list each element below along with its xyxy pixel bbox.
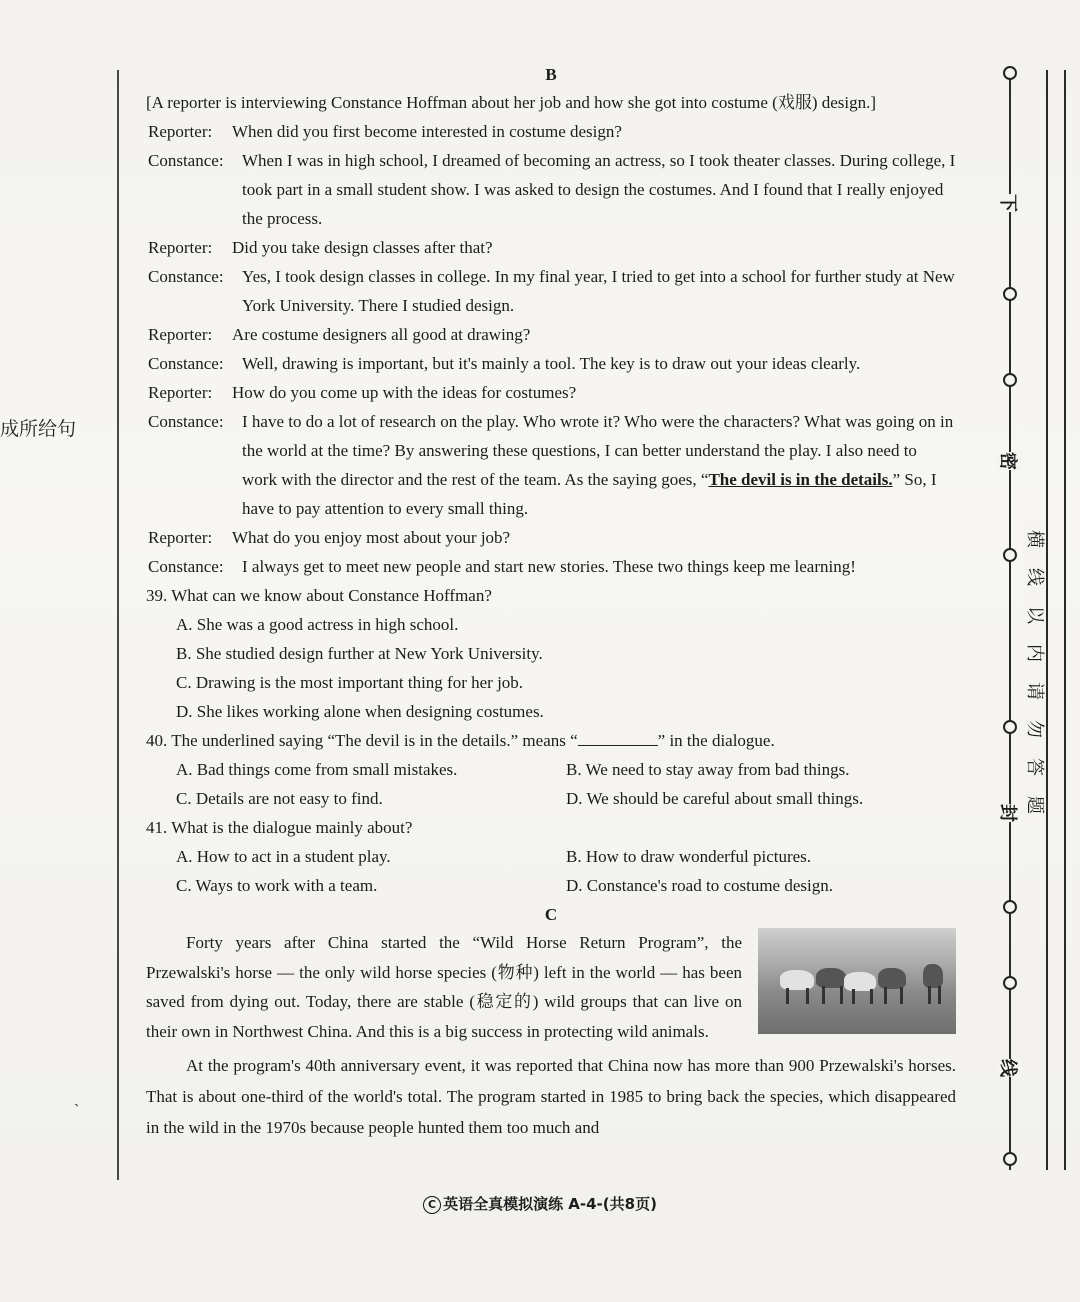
passage-paragraph: Forty years after China started the “Wild Horse Return Program”, the Przewalski's horse — the only wild horse species (物种) left in the world — has been saved from dying out. Today, there are stable (稳定的) wild groups that can live on their own in Northwest China. And this is a big success in protecting wild animals. xyxy=(146,933,742,1041)
dialogue-text: Did you take design classes after that? xyxy=(232,238,493,257)
dialogue-text: What do you enjoy most about your job? xyxy=(232,528,511,547)
option-b: B. How to draw wonderful pictures. xyxy=(566,847,812,866)
horse-figure xyxy=(878,968,906,989)
horse-leg xyxy=(870,989,873,1004)
speaker-label: Reporter: xyxy=(148,122,213,141)
section-c-title: C xyxy=(544,905,558,924)
option-row xyxy=(146,784,956,813)
passage-paragraph: At the program's 40th anniversary event, it was reported that China now has more than 900 Przewalski's horses. That is about one-third of the world's total. The program started in 1985 to bring back the species, which disappeared in the wild in the 1970s because people hunted them too much and xyxy=(146,1056,956,1137)
horse-leg xyxy=(786,988,789,1004)
binding-char: 封 xyxy=(996,804,1022,822)
question-39 xyxy=(146,581,956,726)
speaker-label: Constance: xyxy=(148,354,224,373)
dialogue-text: When I was in high school, I dreamed of becoming an actress, so I took theater classes. During college, I took part in a small student show. I was asked to design the costumes. And I found that I really enjoyed the process. xyxy=(242,151,956,228)
speaker-label: Constance: xyxy=(148,412,224,431)
wild-horses-photo xyxy=(758,928,956,1034)
stray-mark: ` xyxy=(74,1102,80,1119)
notice-char: 题 xyxy=(1024,796,1045,814)
binding-hole xyxy=(1003,1152,1017,1166)
page-footer xyxy=(0,1193,1080,1214)
speaker-label: Reporter: xyxy=(148,238,213,257)
option-row xyxy=(146,842,956,871)
binding-hole xyxy=(1003,900,1017,914)
dialogue-line xyxy=(146,523,956,552)
question-40 xyxy=(146,726,956,813)
option-a: A. How to act in a student play. xyxy=(176,847,391,866)
dialogue-line xyxy=(146,233,956,262)
dialogue-line xyxy=(146,117,956,146)
section-b-title: B xyxy=(545,65,557,84)
answer-blank xyxy=(578,729,658,746)
notice-char: 线 xyxy=(1024,568,1045,586)
notice-char: 横 xyxy=(1024,530,1045,548)
stem-text: 40. The underlined saying “The devil is in the details.” means “ xyxy=(146,731,578,750)
dialogue-line xyxy=(146,552,956,581)
exam-content xyxy=(146,62,956,1143)
option-b: B. She studied design further at New York University. xyxy=(176,644,543,663)
option-a: A. Bad things come from small mistakes. xyxy=(176,760,458,779)
binding-char: 密 xyxy=(996,452,1022,470)
option-d: D. We should be careful about small things. xyxy=(566,789,864,808)
dialogue-text: Well, drawing is important, but it's mainly a tool. The key is to draw out your ideas clearly. xyxy=(242,354,861,373)
speaker-label: Reporter: xyxy=(148,528,213,547)
dialogue-text: I have to do a lot of research on the play. Who wrote it? Who were the characters? What was going on in the world at the time? By answering these questions, I can better understand the play. I also need to work with the director and the rest of the team. As the saying goes, “ xyxy=(242,412,954,489)
dialogue-line xyxy=(146,146,956,233)
binding-hole xyxy=(1003,287,1017,301)
option-row xyxy=(146,871,956,900)
horse-leg xyxy=(900,987,903,1004)
dialogue-line xyxy=(146,407,956,523)
dialogue-intro: [A reporter is interviewing Constance Hoffman about her job and how she got into costume (戏服) design.] xyxy=(146,93,877,112)
speaker-label: Constance: xyxy=(148,267,224,286)
horse-figure xyxy=(780,970,814,990)
option-c: C. Details are not easy to find. xyxy=(176,789,383,808)
dialogue-text: ” So, I have to pay attention to every small thing. xyxy=(242,470,937,518)
dialogue-text: Are costume designers all good at drawing? xyxy=(232,325,531,344)
dialogue-line xyxy=(146,262,956,320)
option-row xyxy=(146,755,956,784)
question-stem xyxy=(146,726,956,755)
speaker-label: Constance: xyxy=(148,557,224,576)
notice-char: 以 xyxy=(1024,606,1045,624)
option-c: C. Drawing is the most important thing for her job. xyxy=(176,673,524,692)
footer-text: 英语全真模拟演练 A-4-(共8页) xyxy=(443,1195,657,1213)
underlined-saying: The devil is in the details. xyxy=(708,470,893,489)
dialogue-text: Yes, I took design classes in college. In my final year, I tried to get into a school for further study at New York University. There I studied design. xyxy=(242,267,955,315)
horse-figure xyxy=(923,964,943,988)
dialogue-text: When did you first become interested in costume design? xyxy=(232,122,622,141)
horse-leg xyxy=(822,986,825,1004)
speaker-label: Reporter: xyxy=(148,383,213,402)
notice-char: 内 xyxy=(1024,644,1045,662)
horse-figure xyxy=(816,968,846,988)
binding-line xyxy=(1009,70,1011,1170)
horse-leg xyxy=(840,986,843,1004)
binding-char: 下 xyxy=(996,194,1022,212)
horse-leg xyxy=(884,987,887,1004)
option-d: D. She likes working alone when designing costumes. xyxy=(176,702,544,721)
option-a: A. She was a good actress in high school. xyxy=(176,615,459,634)
left-margin-rule xyxy=(117,70,119,1180)
binding-hole xyxy=(1003,976,1017,990)
horse-leg xyxy=(852,989,855,1004)
option-b: B. We need to stay away from bad things. xyxy=(566,760,850,779)
question-stem: 41. What is the dialogue mainly about? xyxy=(146,818,413,837)
horse-leg xyxy=(928,986,931,1004)
binding-char: 线 xyxy=(996,1059,1022,1077)
horse-leg xyxy=(938,986,941,1004)
horse-leg xyxy=(806,988,809,1004)
notice-char: 勿 xyxy=(1024,720,1045,738)
dialogue-text: I always get to meet new people and start new stories. These two things keep me learning! xyxy=(242,557,856,576)
previous-page-fragment: 成所给句 xyxy=(0,418,77,440)
passage-c xyxy=(146,928,956,1143)
option-d: D. Constance's road to costume design. xyxy=(566,876,833,895)
stem-text: ” in the dialogue. xyxy=(657,731,775,750)
binding-rule xyxy=(1064,70,1066,1170)
speaker-label: Constance: xyxy=(148,151,224,170)
question-stem: 39. What can we know about Constance Hoffman? xyxy=(146,586,492,605)
speaker-label: Reporter: xyxy=(148,325,213,344)
binding-hole xyxy=(1003,548,1017,562)
binding-hole xyxy=(1003,66,1017,80)
copyright-circle: C xyxy=(423,1196,441,1214)
binding-notice xyxy=(1023,520,1045,824)
dialogue-line xyxy=(146,349,956,378)
option-c: C. Ways to work with a team. xyxy=(176,876,378,895)
dialogue-line xyxy=(146,378,956,407)
notice-char: 答 xyxy=(1024,758,1045,776)
binding-hole xyxy=(1003,373,1017,387)
question-41 xyxy=(146,813,956,900)
dialogue-text: How do you come up with the ideas for costumes? xyxy=(232,383,577,402)
dialogue-line xyxy=(146,320,956,349)
notice-char: 请 xyxy=(1024,682,1045,700)
